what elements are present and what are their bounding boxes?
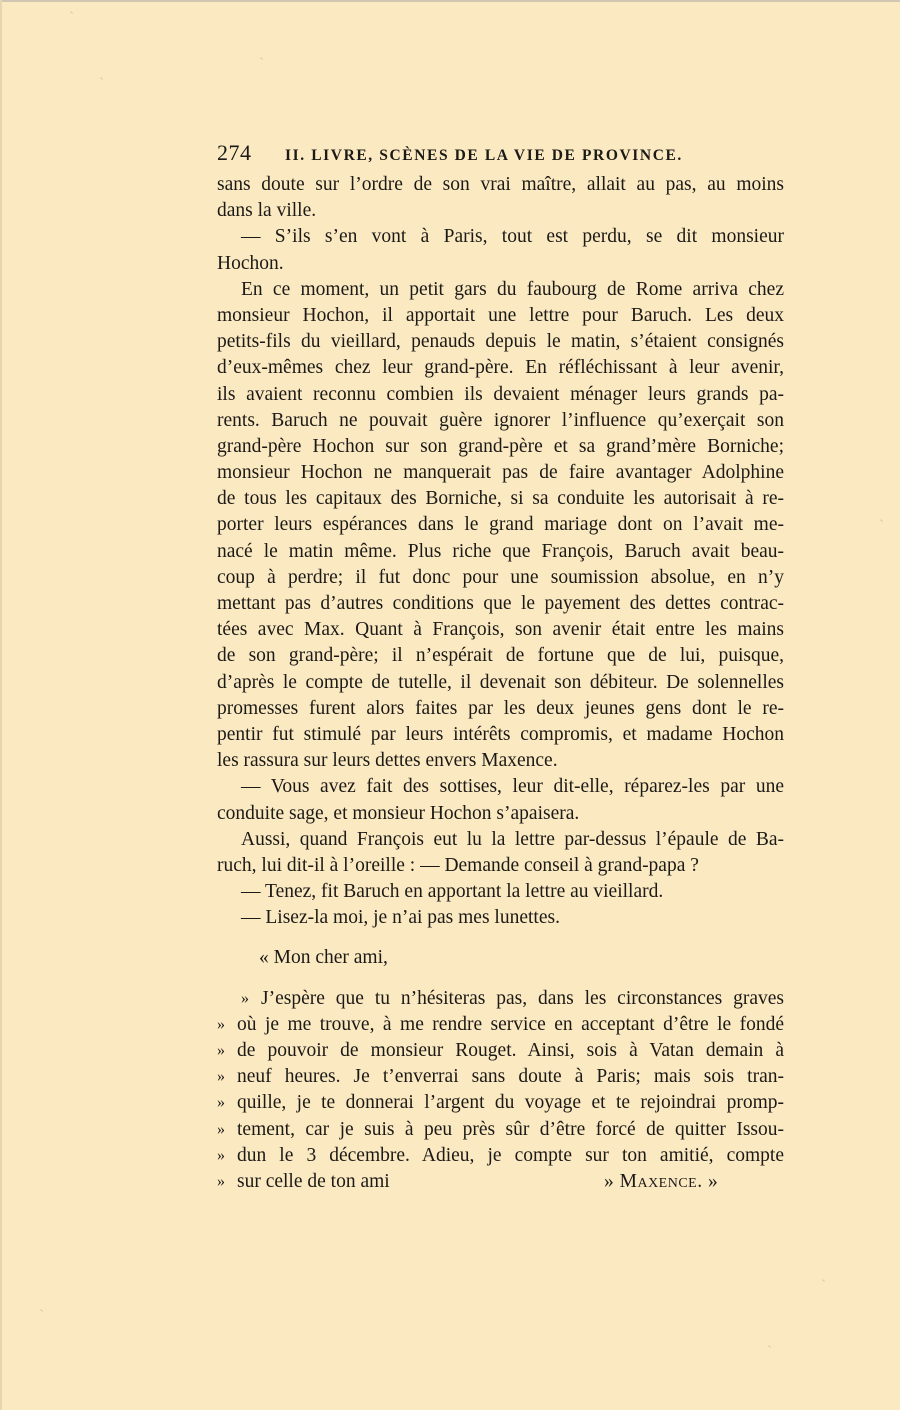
text-line: porter leurs espérances dans le grand mariage dont on l’avait me- (217, 514, 784, 536)
running-head: II. LIVRE, SCÈNES DE LA VIE DE PROVINCE. (285, 147, 683, 164)
text-line: petits-fils du vieillard, penauds depuis le matin, s’étaient consignés (217, 331, 784, 353)
text-line: conduite sage, et monsieur Hochon s’apaisera. (217, 802, 580, 824)
letter-line-text: dun le 3 décembre. Adieu, je compte sur ton amitié, compte (237, 1144, 784, 1166)
quote-mark: » (217, 1120, 225, 1138)
text-line: mettant pas d’autres conditions que le payement des dettes contrac- (217, 593, 784, 614)
text-line: les rassura sur leurs dettes envers Maxence. (217, 750, 558, 772)
letter-signature: » Maxence. » (604, 1171, 719, 1193)
text-line: de tous les capitaux des Borniche, si sa conduite les autorisait à re- (217, 488, 784, 510)
text-line: rents. Baruch ne pouvait guère ignorer l’influence qu’exerçait son (217, 409, 784, 431)
letter-closing-line (217, 1169, 784, 1195)
text-line: coup à perdre; il fut donc pour une soumission absolue, en n’y (217, 566, 784, 588)
text-line: d’après le compte de tutelle, il devenait son débiteur. De solennelles (217, 671, 784, 693)
page-edge-top (0, 0, 900, 2)
paper-speck (70, 11, 73, 14)
paper-speck (880, 519, 883, 522)
text-line: — Lisez-la moi, je n’ai pas mes lunettes. (241, 907, 560, 929)
letter-line (217, 1064, 784, 1090)
letter-line (217, 1038, 784, 1064)
letter-line-text: J’espère que tu n’hésiteras pas, dans les circonstances graves (261, 987, 784, 1009)
quote-mark: » (217, 1146, 225, 1164)
paper-speck (822, 1279, 825, 1282)
text-line: Hochon. (217, 252, 284, 274)
text-line: pentir fut stimulé par leurs intérêts compromis, et madame Hochon (217, 723, 784, 745)
text-line: ils avaient reconnu combien ils devaient ménager leurs grands pa- (217, 383, 784, 405)
paper-speck (40, 1309, 43, 1312)
text-line: de son grand-père; il n’espérait de fortune que de lui, puisque, (217, 645, 784, 667)
paper-speck (260, 57, 263, 60)
letter-line-text: neuf heures. Je t’enverrai sans doute à Paris; mais sois tran- (237, 1066, 784, 1088)
text-line: — S’ils s’en vont à Paris, tout est perdu, se dit monsieur (241, 226, 784, 248)
text-line: — Vous avez fait des sottises, leur dit-elle, réparez-les par une (241, 776, 784, 798)
text-line: promesses furent alors faites par les deux jeunes gens dont le re- (217, 697, 784, 719)
paper-speck (100, 77, 103, 80)
quote-mark: » (241, 989, 249, 1007)
letter-line-text: quille, je te donnerai l’argent du voyage et te rejoindrai promp- (237, 1092, 784, 1114)
quote-mark: » (217, 1173, 225, 1191)
text-line: ruch, lui dit-il à l’oreille : — Demande conseil à grand-papa ? (217, 854, 699, 876)
letter-line-text: tement, car je suis à peu près sûr d’être forcé de quitter Issou- (237, 1118, 784, 1140)
paper-speck (768, 1345, 771, 1348)
text-line: sans doute sur l’ordre de son vrai maître, allait au pas, au moins (217, 174, 784, 195)
book-page-text (217, 140, 784, 1195)
quote-mark: » (217, 1094, 225, 1112)
quote-mark: » (217, 1068, 225, 1086)
letter-line-text: de pouvoir de monsieur Rouget. Ainsi, sois à Vatan demain à (237, 1040, 784, 1062)
quote-mark: » (217, 1015, 225, 1033)
letter-line (217, 1090, 784, 1116)
page-edge-left (0, 0, 2, 1410)
letter-salutation: « Mon cher ami, (259, 947, 388, 969)
letter-line (217, 986, 784, 1012)
letter-line (217, 1117, 784, 1143)
page-header (217, 140, 784, 166)
text-line: En ce moment, un petit gars du faubourg de Rome arriva chez (241, 278, 784, 300)
letter-line-text: sur celle de ton ami (237, 1171, 390, 1193)
letter-line (217, 1012, 784, 1038)
text-line: grand-père Hochon sur son grand-père et sa grand’mère Borniche; (217, 435, 784, 457)
text-line: d’eux-mêmes chez leur grand-père. En réfléchissant à leur avenir, (217, 357, 784, 379)
text-line: nacé le matin même. Plus riche que François, Baruch avait beau- (217, 540, 784, 562)
text-line: monsieur Hochon, il apportait une lettre pour Baruch. Les deux (217, 304, 784, 326)
text-line: — Tenez, fit Baruch en apportant la lettre au vieillard. (241, 881, 664, 903)
text-line: Aussi, quand François eut lu la lettre par-dessus l’épaule de Ba- (241, 828, 784, 850)
text-line: dans la ville. (217, 200, 317, 222)
letter-line (217, 1143, 784, 1169)
page-number: 274 (217, 140, 252, 165)
text-line: monsieur Hochon ne manquerait pas de faire avantager Adolphine (217, 462, 784, 484)
quote-mark: » (217, 1042, 225, 1060)
letter-line-text: où je me trouve, à me rendre service en acceptant d’être le fondé (237, 1013, 784, 1035)
text-line: tées avec Max. Quant à François, son avenir était entre les mains (217, 619, 784, 641)
